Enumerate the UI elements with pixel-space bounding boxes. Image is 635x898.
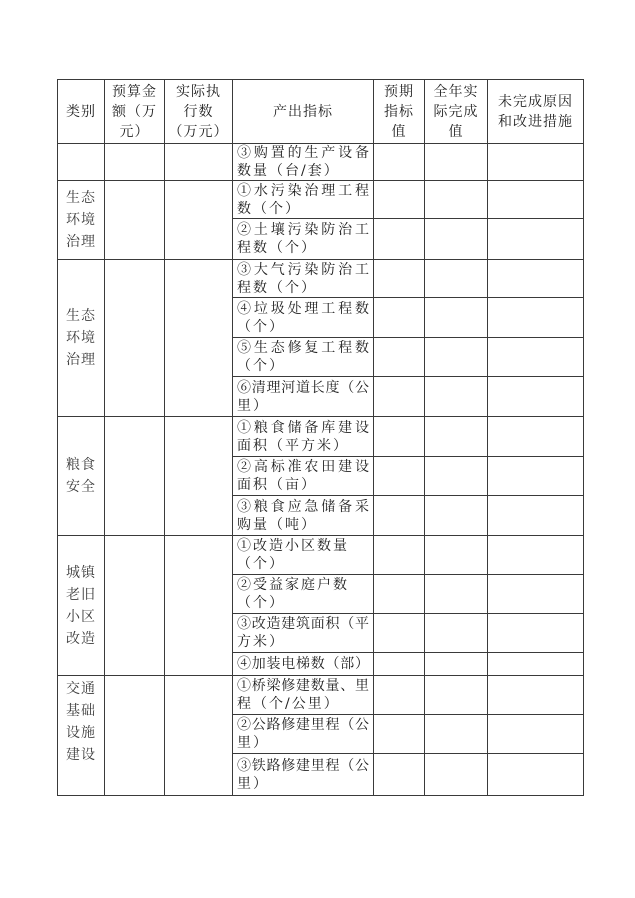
output-indicator-text: ②土壤污染防治工 <box>237 222 369 238</box>
header-target-text: 预期 <box>384 83 414 100</box>
budget-amount-cell <box>105 676 165 796</box>
actual-execution-cell <box>165 260 233 417</box>
output-indicator-cell <box>233 457 374 496</box>
category-cell <box>58 536 105 676</box>
output-indicator-text: （个） <box>237 358 285 374</box>
header-budget-text: 元） <box>119 123 150 140</box>
header-category <box>58 80 105 144</box>
reason-measures-cell <box>488 338 584 377</box>
category-label: 基础 <box>66 703 96 719</box>
category-label: 粮食 <box>66 457 96 473</box>
header-target-value <box>374 80 425 144</box>
reason-measures-cell <box>488 457 584 496</box>
actual-execution-cell <box>165 536 233 676</box>
target-value-cell <box>374 260 425 298</box>
output-indicator-text: 里） <box>237 397 269 414</box>
completed-value-cell <box>425 715 488 754</box>
output-indicator-text: 数（个） <box>237 200 301 217</box>
output-indicator-text: ⑤生态修复工程数 <box>237 340 369 356</box>
category-label: 环境 <box>66 212 96 228</box>
output-indicator-text: ①桥梁修建数量、里 <box>237 678 369 694</box>
header-completed-value <box>425 80 488 144</box>
output-indicator-cell <box>233 417 374 457</box>
completed-value-cell <box>425 496 488 536</box>
reason-measures-cell <box>488 754 584 796</box>
category-label: 改造 <box>66 630 96 647</box>
output-indicator-text: ②公路修建里程（公 <box>237 717 369 733</box>
budget-amount-cell <box>105 181 165 260</box>
output-indicator-cell <box>233 575 374 614</box>
header-reason-measures <box>488 80 584 144</box>
category-label: 治理 <box>66 234 96 250</box>
output-indicator-text: ②受益家庭户数 <box>237 577 349 593</box>
reason-measures-cell <box>488 377 584 417</box>
header-budget-text: 预算金 <box>112 83 157 100</box>
completed-value-cell <box>425 377 488 417</box>
header-output-indicator-text: 产出指标 <box>273 103 333 120</box>
reason-measures-cell <box>488 144 584 181</box>
category-label: 交通 <box>66 681 96 697</box>
reason-measures-cell <box>488 260 584 298</box>
output-indicator-cell <box>233 181 374 219</box>
budget-amount-cell <box>105 417 165 536</box>
category-label: 治理 <box>66 352 96 368</box>
completed-value-cell <box>425 754 488 796</box>
completed-value-cell <box>425 298 488 338</box>
completed-value-cell <box>425 338 488 377</box>
output-indicator-cell <box>233 338 374 377</box>
output-indicator-text: 里） <box>237 775 269 792</box>
output-indicator-text: 程数（个） <box>237 240 317 256</box>
reason-measures-cell <box>488 575 584 614</box>
reason-measures-cell <box>488 614 584 653</box>
completed-value-cell <box>425 260 488 298</box>
category-label: 安全 <box>66 479 96 495</box>
output-indicator-cell <box>233 219 374 260</box>
output-indicator-text: ①粮食储备库建设 <box>237 419 369 436</box>
output-indicator-text: ①改造小区数量 <box>237 538 349 554</box>
completed-value-cell <box>425 614 488 653</box>
actual-execution-cell <box>165 417 233 536</box>
target-value-cell <box>374 653 425 676</box>
reason-measures-cell <box>488 496 584 536</box>
header-actual-text: 实际执 <box>176 83 221 100</box>
header-reason-text: 未完成原因 <box>498 93 573 110</box>
completed-value-cell <box>425 676 488 715</box>
reason-measures-cell <box>488 417 584 457</box>
header-budget <box>105 80 165 144</box>
target-value-cell <box>374 575 425 614</box>
completed-value-cell <box>425 575 488 614</box>
header-actual-text: （万元） <box>168 123 229 140</box>
output-indicator-cell <box>233 144 374 181</box>
output-indicator-text: 里） <box>237 735 269 751</box>
output-indicator-cell <box>233 715 374 754</box>
target-value-cell <box>374 614 425 653</box>
target-value-cell <box>374 715 425 754</box>
output-indicator-text: （个） <box>237 556 285 572</box>
output-indicator-text: 购量（吨） <box>237 516 317 533</box>
header-completed-text: 全年实 <box>433 83 479 100</box>
category-cell <box>58 417 105 536</box>
output-indicator-cell <box>233 614 374 653</box>
category-label: 城镇 <box>66 564 96 581</box>
output-indicator-cell <box>233 260 374 298</box>
category-cell <box>58 181 105 260</box>
output-indicator-cell <box>233 676 374 715</box>
category-label: 环境 <box>66 330 96 346</box>
target-value-cell <box>374 181 425 219</box>
completed-value-cell <box>425 417 488 457</box>
output-indicator-cell <box>233 653 374 676</box>
reason-measures-cell <box>488 298 584 338</box>
completed-value-cell <box>425 181 488 219</box>
budget-amount-cell <box>105 260 165 417</box>
output-indicator-text: ④垃圾处理工程数 <box>237 300 369 317</box>
target-value-cell <box>374 676 425 715</box>
category-cell <box>58 676 105 796</box>
output-indicator-text: （个） <box>237 318 285 335</box>
table-row <box>58 181 584 219</box>
header-actual-text: 行数 <box>183 103 214 120</box>
header-category-text: 类别 <box>66 103 96 120</box>
output-indicator-cell <box>233 377 374 417</box>
header-completed-text: 值 <box>448 123 464 140</box>
target-value-cell <box>374 754 425 796</box>
output-indicator-text: ③改造建筑面积（平 <box>237 616 369 632</box>
target-value-cell <box>374 144 425 181</box>
reason-measures-cell <box>488 219 584 260</box>
category-cell <box>58 144 105 181</box>
header-output-indicator <box>233 80 374 144</box>
target-value-cell <box>374 377 425 417</box>
output-indicator-text: （个） <box>237 595 285 611</box>
header-target-text: 指标 <box>384 103 414 120</box>
output-indicator-text: 面积（亩） <box>237 477 317 493</box>
reason-measures-cell <box>488 676 584 715</box>
completed-value-cell <box>425 536 488 575</box>
target-value-cell <box>374 219 425 260</box>
output-indicator-text: 方米） <box>237 634 285 650</box>
output-indicator-text: ③粮食应急储备采 <box>237 498 369 515</box>
completed-value-cell <box>425 457 488 496</box>
output-indicator-text: ②高标准农田建设 <box>237 459 369 475</box>
output-indicator-text: ⑥清理河道长度（公 <box>237 379 369 396</box>
target-value-cell <box>374 457 425 496</box>
target-value-cell <box>374 338 425 377</box>
table-row <box>58 417 584 457</box>
actual-execution-cell <box>165 676 233 796</box>
budget-amount-cell <box>105 536 165 676</box>
category-cell <box>58 260 105 417</box>
actual-execution-cell <box>165 181 233 260</box>
completed-value-cell <box>425 144 488 181</box>
target-value-cell <box>374 417 425 457</box>
output-indicator-text: ③铁路修建里程（公 <box>237 757 369 774</box>
category-label: 设施 <box>66 725 96 741</box>
output-indicator-text: 程（个/公里） <box>237 696 340 712</box>
table-row <box>58 676 584 715</box>
reason-measures-cell <box>488 181 584 219</box>
header-target-text: 值 <box>391 123 407 140</box>
table-row <box>58 260 584 298</box>
output-indicator-cell <box>233 496 374 536</box>
output-indicator-text: 面积（平方米） <box>237 437 349 454</box>
header-actual <box>165 80 233 144</box>
output-indicator-cell <box>233 536 374 575</box>
category-label: 生态 <box>66 190 96 206</box>
target-value-cell <box>374 298 425 338</box>
table-row <box>58 144 584 181</box>
reason-measures-cell <box>488 536 584 575</box>
actual-execution-cell <box>165 144 233 181</box>
reason-measures-cell <box>488 653 584 676</box>
target-value-cell <box>374 536 425 575</box>
header-reason-text: 和改进措施 <box>498 113 573 130</box>
output-indicator-cell <box>233 754 374 796</box>
output-indicator-text: ①水污染治理工程 <box>237 182 369 199</box>
category-label: 生态 <box>66 308 96 324</box>
output-indicator-text: 数量（台/套） <box>237 163 340 179</box>
header-budget-text: 额（万 <box>112 103 157 120</box>
completed-value-cell <box>425 653 488 676</box>
table-body <box>58 144 584 796</box>
completed-value-cell <box>425 219 488 260</box>
header-completed-text: 际完成 <box>433 103 479 120</box>
table-header-row <box>58 80 584 144</box>
output-indicator-text: 程数（个） <box>237 279 317 296</box>
category-label: 建设 <box>66 747 96 763</box>
table-row <box>58 536 584 575</box>
reason-measures-cell <box>488 715 584 754</box>
output-indicator-cell <box>233 298 374 338</box>
performance-indicator-table <box>57 79 584 796</box>
budget-amount-cell <box>105 144 165 181</box>
target-value-cell <box>374 496 425 536</box>
output-indicator-text: ③大气污染防治工 <box>237 261 369 278</box>
category-label: 小区 <box>66 608 96 625</box>
category-label: 老旧 <box>66 586 96 603</box>
output-indicator-text: ③购置的生产设备 <box>237 145 369 161</box>
output-indicator-text: ④加装电梯数（部） <box>237 656 369 672</box>
